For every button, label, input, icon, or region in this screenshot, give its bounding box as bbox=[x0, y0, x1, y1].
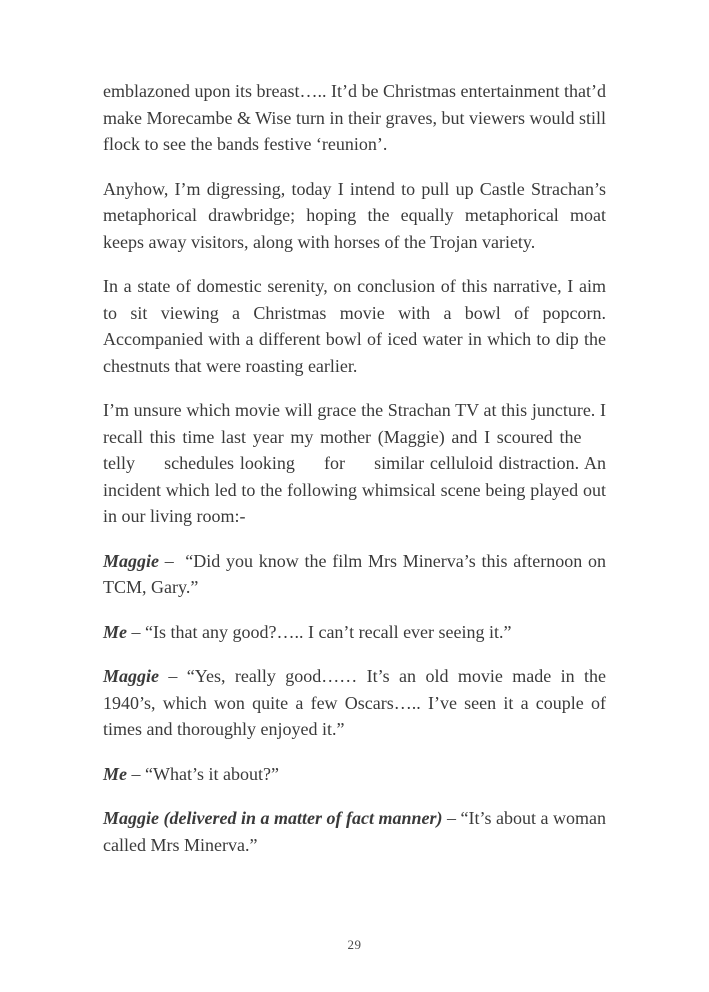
speaker-name: Maggie (delivered in a matter of fact manner) bbox=[103, 808, 443, 828]
dialogue-paragraph: Maggie – “Did you know the film Mrs Minerva’s this afternoon on TCM, Gary.” bbox=[103, 550, 606, 597]
dialogue-paragraph: Me – “What’s it about?” bbox=[103, 763, 279, 784]
dialogue-paragraph: Maggie – “Yes, really good…… It’s an old movie made in the 1940’s, which won quite a few Oscars….. I’ve seen it a couple of times and thoroughly enjoyed it.” bbox=[103, 666, 606, 739]
speaker-name: Me bbox=[103, 621, 127, 642]
paragraph: In a state of domestic serenity, on conclusion of this narrative, I aim to sit viewing a Christmas movie with a bowl of popcorn. Accompanied with a different bowl of iced water in which to dip the chestnuts that were roasting earlier. bbox=[103, 276, 606, 376]
paragraph: Anyhow, I’m digressing, today I intend to pull up Castle Strachan’s metaphorical drawbridge; hoping the equally metaphorical moat keeps away visitors, along with horses of the Trojan variety. bbox=[103, 178, 606, 252]
page-footer bbox=[0, 936, 709, 954]
paragraph: emblazoned upon its breast….. It’d be Christmas entertainment that’d make Morecambe & Wise turn in their graves, but viewers would still flock to see the bands festive ‘reunion’. bbox=[103, 81, 606, 154]
paragraph: I’m unsure which movie will grace the Strachan TV at this juncture. I recall this time last year my mother (Maggie) and I scoured the telly schedules looking for similar celluloid distraction. An incident which led to the following whimsical scene being played out in our living room:- bbox=[103, 400, 606, 526]
dialogue-paragraph: Me – “Is that any good?….. I can’t recall ever seeing it.” bbox=[103, 621, 512, 642]
page-body bbox=[103, 78, 606, 876]
dialogue-paragraph: Maggie (delivered in a matter of fact manner) – “It’s about a woman called Mrs Minerva.” bbox=[103, 808, 606, 855]
speaker-name: Me bbox=[103, 763, 127, 784]
speaker-name: Maggie bbox=[103, 550, 159, 571]
speaker-name: Maggie bbox=[103, 666, 159, 686]
page-number: 29 bbox=[347, 937, 362, 952]
